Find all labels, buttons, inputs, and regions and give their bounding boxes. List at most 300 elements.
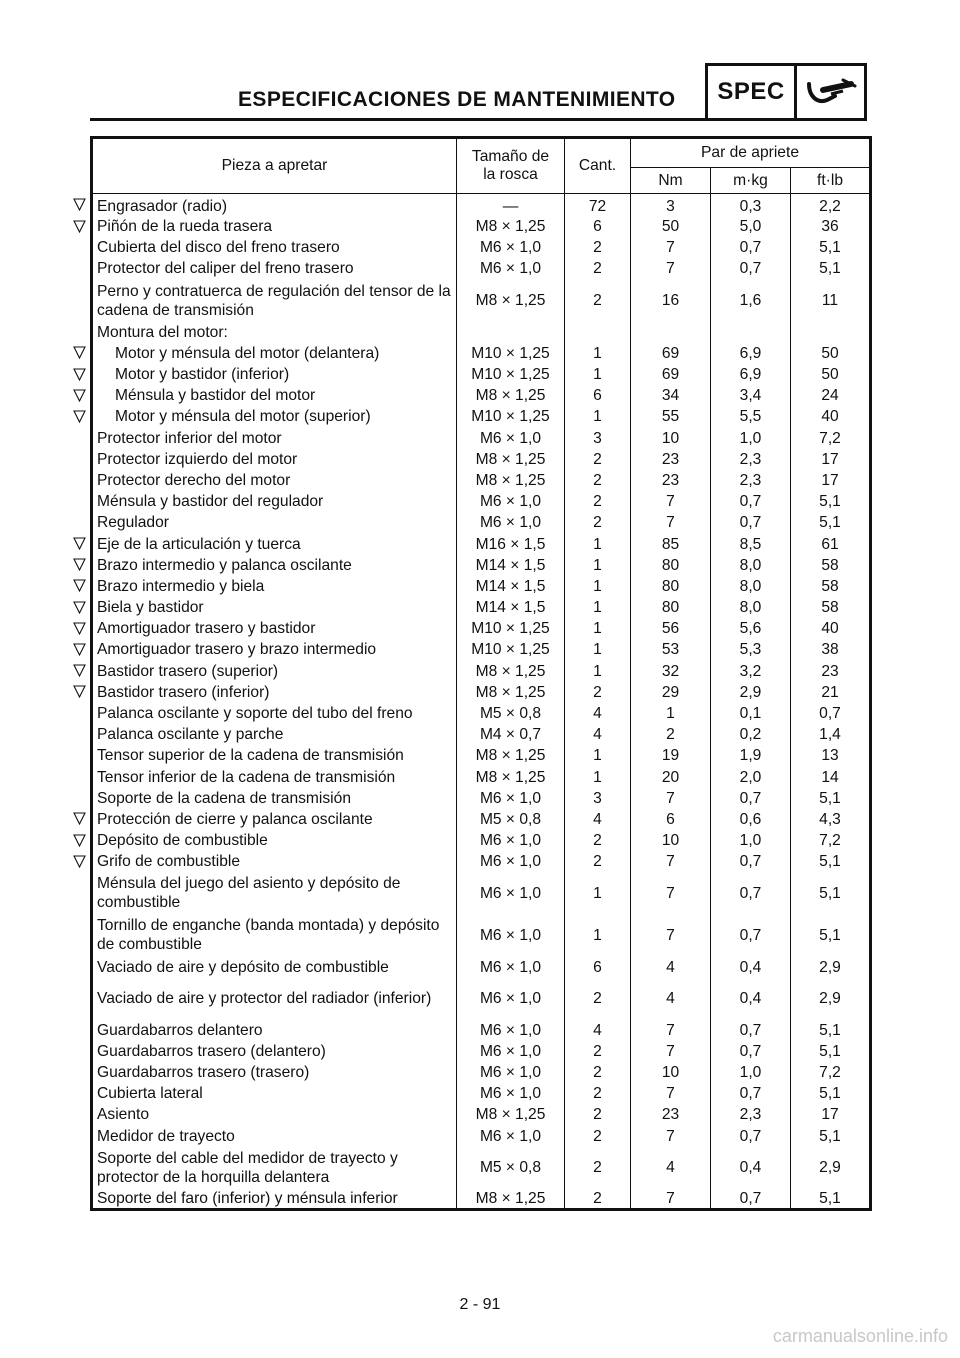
cell-nm: 4 bbox=[631, 978, 711, 1020]
cell-thread: M10 × 1,25 bbox=[457, 618, 565, 639]
cell-qty: 2 bbox=[565, 1126, 631, 1147]
cell-ftlb: 5,1 bbox=[791, 1041, 871, 1062]
cell-thread: M8 × 1,25 bbox=[457, 216, 565, 237]
cell-nm: 4 bbox=[631, 1147, 711, 1189]
table-row bbox=[92, 385, 871, 406]
cell-part: Cubierta del disco del freno trasero bbox=[92, 237, 457, 258]
triangle-marker-icon bbox=[73, 389, 86, 402]
table-row bbox=[92, 1189, 871, 1210]
cell-mkg: 6,9 bbox=[711, 364, 791, 385]
cell-mkg: 0,7 bbox=[711, 872, 791, 914]
cell-nm: 2 bbox=[631, 724, 711, 745]
cell-mkg: 0,7 bbox=[711, 258, 791, 279]
table-row bbox=[92, 597, 871, 618]
cell-qty: 2 bbox=[565, 682, 631, 703]
cell-nm: 10 bbox=[631, 1062, 711, 1083]
cell-qty: 1 bbox=[565, 406, 631, 427]
cell-nm: 7 bbox=[631, 258, 711, 279]
cell-qty: 3 bbox=[565, 428, 631, 449]
cell-thread: M6 × 1,0 bbox=[457, 491, 565, 512]
torque-spec-table bbox=[90, 136, 872, 1211]
cell-part: Tensor inferior de la cadena de transmisión bbox=[92, 767, 457, 788]
cell-nm: 85 bbox=[631, 533, 711, 554]
triangle-marker-icon bbox=[73, 198, 86, 211]
triangle-marker-icon bbox=[73, 643, 86, 656]
cell-nm: 29 bbox=[631, 682, 711, 703]
watermark: carmanualsonline.info bbox=[772, 1326, 948, 1346]
cell-mkg: 6,9 bbox=[711, 343, 791, 364]
cell-part: Guardabarros delantero bbox=[92, 1020, 457, 1041]
cell-part: Protector inferior del motor bbox=[92, 428, 457, 449]
cell-nm: 20 bbox=[631, 767, 711, 788]
cell-nm: 32 bbox=[631, 661, 711, 682]
cell-qty: 2 bbox=[565, 1083, 631, 1104]
cell-thread: — bbox=[457, 194, 565, 217]
cell-ftlb: 38 bbox=[791, 639, 871, 660]
cell-thread: M8 × 1,25 bbox=[457, 470, 565, 491]
cell-ftlb: 5,1 bbox=[791, 1189, 871, 1210]
cell-qty: 6 bbox=[565, 216, 631, 237]
cell-ftlb: 5,1 bbox=[791, 491, 871, 512]
cell-mkg: 0,4 bbox=[711, 1147, 791, 1189]
cell-part: Vaciado de aire y protector del radiador (inferior) bbox=[92, 978, 457, 1020]
cell-qty: 2 bbox=[565, 851, 631, 872]
cell-nm: 7 bbox=[631, 237, 711, 258]
cell-ftlb: 50 bbox=[791, 343, 871, 364]
cell-nm: 7 bbox=[631, 1189, 711, 1210]
cell-thread: M5 × 0,8 bbox=[457, 703, 565, 724]
cell-thread bbox=[457, 322, 565, 343]
cell-part: Motor y bastidor (inferior) bbox=[92, 364, 457, 385]
cell-ftlb bbox=[791, 322, 871, 343]
cell-qty: 2 bbox=[565, 978, 631, 1020]
cell-thread: M6 × 1,0 bbox=[457, 872, 565, 914]
cell-thread: M6 × 1,0 bbox=[457, 851, 565, 872]
cell-mkg: 0,7 bbox=[711, 788, 791, 809]
cell-ftlb: 7,2 bbox=[791, 830, 871, 851]
cell-part: Motor y ménsula del motor (superior) bbox=[92, 406, 457, 427]
cell-mkg: 1,0 bbox=[711, 428, 791, 449]
triangle-marker-icon bbox=[73, 220, 86, 233]
cell-nm: 4 bbox=[631, 956, 711, 977]
cell-part: Regulador bbox=[92, 512, 457, 533]
wrench-icon bbox=[797, 66, 864, 118]
table-row bbox=[92, 639, 871, 660]
cell-part: Montura del motor: bbox=[92, 322, 457, 343]
table-row bbox=[92, 703, 871, 724]
table-row bbox=[92, 618, 871, 639]
cell-part: Soporte de la cadena de transmisión bbox=[92, 788, 457, 809]
cell-ftlb: 5,1 bbox=[791, 237, 871, 258]
cell-thread: M6 × 1,0 bbox=[457, 512, 565, 533]
cell-ftlb: 7,2 bbox=[791, 1062, 871, 1083]
cell-thread: M8 × 1,25 bbox=[457, 661, 565, 682]
table-row bbox=[92, 830, 871, 851]
cell-nm: 1 bbox=[631, 703, 711, 724]
table-row bbox=[92, 428, 871, 449]
table-row bbox=[92, 512, 871, 533]
cell-qty: 1 bbox=[565, 533, 631, 554]
header-nm: Nm bbox=[631, 168, 711, 194]
cell-qty: 72 bbox=[565, 194, 631, 217]
cell-part: Biela y bastidor bbox=[92, 597, 457, 618]
spec-badge-label: SPEC bbox=[708, 66, 797, 118]
table-row bbox=[92, 406, 871, 427]
cell-mkg: 0,7 bbox=[711, 512, 791, 533]
cell-ftlb: 17 bbox=[791, 449, 871, 470]
cell-mkg: 5,5 bbox=[711, 406, 791, 427]
spec-badge bbox=[705, 63, 867, 121]
cell-part: Piñón de la rueda trasera bbox=[92, 216, 457, 237]
cell-mkg: 2,9 bbox=[711, 682, 791, 703]
cell-thread: M6 × 1,0 bbox=[457, 428, 565, 449]
table-row bbox=[92, 343, 871, 364]
table-row bbox=[92, 724, 871, 745]
cell-thread: M10 × 1,25 bbox=[457, 364, 565, 385]
cell-mkg bbox=[711, 322, 791, 343]
cell-ftlb: 13 bbox=[791, 745, 871, 766]
cell-part: Tensor superior de la cadena de transmisión bbox=[92, 745, 457, 766]
cell-part: Asiento bbox=[92, 1104, 457, 1125]
cell-part: Tornillo de enganche (banda montada) y depósito de combustible bbox=[92, 914, 457, 956]
cell-ftlb: 2,9 bbox=[791, 1147, 871, 1189]
cell-nm: 23 bbox=[631, 449, 711, 470]
cell-qty: 4 bbox=[565, 703, 631, 724]
header-torque: Par de apriete bbox=[631, 138, 871, 168]
triangle-marker-icon bbox=[73, 558, 86, 571]
cell-qty: 2 bbox=[565, 449, 631, 470]
cell-mkg: 3,2 bbox=[711, 661, 791, 682]
cell-thread: M8 × 1,25 bbox=[457, 1189, 565, 1210]
cell-nm: 23 bbox=[631, 1104, 711, 1125]
table-row bbox=[92, 745, 871, 766]
cell-part: Protector del caliper del freno trasero bbox=[92, 258, 457, 279]
cell-nm: 7 bbox=[631, 788, 711, 809]
header-mkg: m·kg bbox=[711, 168, 791, 194]
triangle-marker-icon bbox=[73, 622, 86, 635]
cell-thread: M6 × 1,0 bbox=[457, 1020, 565, 1041]
cell-qty: 1 bbox=[565, 639, 631, 660]
cell-ftlb: 40 bbox=[791, 618, 871, 639]
cell-part: Bastidor trasero (inferior) bbox=[92, 682, 457, 703]
cell-part: Cubierta lateral bbox=[92, 1083, 457, 1104]
cell-ftlb: 4,3 bbox=[791, 809, 871, 830]
table-row bbox=[92, 767, 871, 788]
table-row bbox=[92, 194, 871, 217]
cell-qty: 2 bbox=[565, 237, 631, 258]
cell-nm: 55 bbox=[631, 406, 711, 427]
cell-thread: M14 × 1,5 bbox=[457, 597, 565, 618]
cell-qty: 1 bbox=[565, 555, 631, 576]
cell-ftlb: 23 bbox=[791, 661, 871, 682]
cell-ftlb: 61 bbox=[791, 533, 871, 554]
cell-thread: M5 × 0,8 bbox=[457, 1147, 565, 1189]
cell-mkg: 1,0 bbox=[711, 830, 791, 851]
cell-ftlb: 58 bbox=[791, 576, 871, 597]
cell-ftlb: 7,2 bbox=[791, 428, 871, 449]
cell-thread: M8 × 1,25 bbox=[457, 767, 565, 788]
cell-mkg: 0,7 bbox=[711, 1020, 791, 1041]
cell-mkg: 0,3 bbox=[711, 194, 791, 217]
cell-mkg: 8,5 bbox=[711, 533, 791, 554]
cell-nm: 3 bbox=[631, 194, 711, 217]
triangle-marker-icon bbox=[73, 855, 86, 868]
cell-mkg: 5,6 bbox=[711, 618, 791, 639]
cell-nm: 50 bbox=[631, 216, 711, 237]
cell-part: Motor y ménsula del motor (delantera) bbox=[92, 343, 457, 364]
cell-ftlb: 2,2 bbox=[791, 194, 871, 217]
cell-qty: 1 bbox=[565, 914, 631, 956]
cell-thread: M6 × 1,0 bbox=[457, 1126, 565, 1147]
cell-part: Palanca oscilante y parche bbox=[92, 724, 457, 745]
cell-part: Perno y contratuerca de regulación del tensor de la cadena de transmisión bbox=[92, 280, 457, 322]
cell-thread: M5 × 0,8 bbox=[457, 809, 565, 830]
cell-thread: M10 × 1,25 bbox=[457, 639, 565, 660]
table-row bbox=[92, 1104, 871, 1125]
table-row bbox=[92, 978, 871, 1020]
cell-thread: M16 × 1,5 bbox=[457, 533, 565, 554]
table-row bbox=[92, 533, 871, 554]
cell-mkg: 0,7 bbox=[711, 914, 791, 956]
triangle-marker-icon bbox=[73, 537, 86, 550]
cell-mkg: 2,3 bbox=[711, 1104, 791, 1125]
cell-mkg: 0,4 bbox=[711, 978, 791, 1020]
cell-thread: M6 × 1,0 bbox=[457, 1041, 565, 1062]
cell-qty: 2 bbox=[565, 512, 631, 533]
cell-thread: M4 × 0,7 bbox=[457, 724, 565, 745]
cell-nm: 80 bbox=[631, 597, 711, 618]
cell-part: Amortiguador trasero y bastidor bbox=[92, 618, 457, 639]
cell-qty: 1 bbox=[565, 343, 631, 364]
cell-nm: 7 bbox=[631, 1083, 711, 1104]
cell-nm: 7 bbox=[631, 1020, 711, 1041]
cell-nm: 7 bbox=[631, 491, 711, 512]
cell-nm: 69 bbox=[631, 364, 711, 385]
table-row bbox=[92, 1041, 871, 1062]
cell-part: Protección de cierre y palanca oscilante bbox=[92, 809, 457, 830]
cell-part: Grifo de combustible bbox=[92, 851, 457, 872]
cell-qty: 1 bbox=[565, 745, 631, 766]
cell-part: Protector derecho del motor bbox=[92, 470, 457, 491]
cell-thread: M8 × 1,25 bbox=[457, 1104, 565, 1125]
cell-nm: 7 bbox=[631, 914, 711, 956]
table-row bbox=[92, 1020, 871, 1041]
cell-nm: 23 bbox=[631, 470, 711, 491]
cell-ftlb: 1,4 bbox=[791, 724, 871, 745]
cell-ftlb: 17 bbox=[791, 470, 871, 491]
cell-thread: M8 × 1,25 bbox=[457, 280, 565, 322]
cell-nm: 6 bbox=[631, 809, 711, 830]
cell-thread: M8 × 1,25 bbox=[457, 449, 565, 470]
cell-part: Depósito de combustible bbox=[92, 830, 457, 851]
table-row bbox=[92, 491, 871, 512]
table-row bbox=[92, 872, 871, 914]
cell-part: Soporte del faro (inferior) y ménsula inferior bbox=[92, 1189, 457, 1210]
cell-nm: 10 bbox=[631, 428, 711, 449]
table-row bbox=[92, 661, 871, 682]
cell-ftlb: 58 bbox=[791, 597, 871, 618]
cell-nm: 7 bbox=[631, 1126, 711, 1147]
cell-nm: 80 bbox=[631, 576, 711, 597]
cell-ftlb: 0,7 bbox=[791, 703, 871, 724]
triangle-marker-icon bbox=[73, 601, 86, 614]
cell-ftlb: 40 bbox=[791, 406, 871, 427]
cell-qty: 2 bbox=[565, 280, 631, 322]
cell-qty: 4 bbox=[565, 809, 631, 830]
table-row bbox=[92, 682, 871, 703]
header-ftlb: ft·lb bbox=[791, 168, 871, 194]
cell-ftlb: 36 bbox=[791, 216, 871, 237]
triangle-marker-icon bbox=[73, 685, 86, 698]
cell-ftlb: 11 bbox=[791, 280, 871, 322]
cell-part: Soporte del cable del medidor de trayecto y protector de la horquilla delantera bbox=[92, 1147, 457, 1189]
table-row bbox=[92, 809, 871, 830]
cell-ftlb: 5,1 bbox=[791, 1020, 871, 1041]
triangle-marker-icon bbox=[73, 834, 86, 847]
cell-thread: M6 × 1,0 bbox=[457, 1062, 565, 1083]
cell-thread: M14 × 1,5 bbox=[457, 576, 565, 597]
cell-mkg: 5,3 bbox=[711, 639, 791, 660]
cell-mkg: 8,0 bbox=[711, 597, 791, 618]
table-row bbox=[92, 956, 871, 977]
cell-nm: 16 bbox=[631, 280, 711, 322]
cell-part: Amortiguador trasero y brazo intermedio bbox=[92, 639, 457, 660]
cell-nm: 10 bbox=[631, 830, 711, 851]
cell-mkg: 0,7 bbox=[711, 1126, 791, 1147]
cell-part: Ménsula y bastidor del motor bbox=[92, 385, 457, 406]
cell-thread: M6 × 1,0 bbox=[457, 258, 565, 279]
table-row bbox=[92, 322, 871, 343]
cell-qty: 1 bbox=[565, 597, 631, 618]
cell-mkg: 8,0 bbox=[711, 555, 791, 576]
triangle-marker-icon bbox=[73, 346, 86, 359]
cell-nm: 7 bbox=[631, 1041, 711, 1062]
table-row bbox=[92, 1126, 871, 1147]
cell-ftlb: 24 bbox=[791, 385, 871, 406]
cell-mkg: 0,4 bbox=[711, 956, 791, 977]
cell-qty: 2 bbox=[565, 1062, 631, 1083]
cell-ftlb: 5,1 bbox=[791, 788, 871, 809]
triangle-marker-icon bbox=[73, 368, 86, 381]
cell-nm: 7 bbox=[631, 851, 711, 872]
cell-qty: 1 bbox=[565, 576, 631, 597]
cell-ftlb: 5,1 bbox=[791, 872, 871, 914]
cell-thread: M10 × 1,25 bbox=[457, 406, 565, 427]
table-row bbox=[92, 280, 871, 322]
table-row bbox=[92, 576, 871, 597]
cell-nm: 7 bbox=[631, 872, 711, 914]
cell-part: Ménsula del juego del asiento y depósito de combustible bbox=[92, 872, 457, 914]
cell-ftlb: 14 bbox=[791, 767, 871, 788]
cell-thread: M6 × 1,0 bbox=[457, 788, 565, 809]
cell-qty: 6 bbox=[565, 385, 631, 406]
cell-mkg: 2,3 bbox=[711, 449, 791, 470]
cell-ftlb: 5,1 bbox=[791, 851, 871, 872]
table-row bbox=[92, 555, 871, 576]
cell-part: Ménsula y bastidor del regulador bbox=[92, 491, 457, 512]
cell-qty bbox=[565, 322, 631, 343]
page-number: 2 - 91 bbox=[459, 1296, 501, 1313]
table-row bbox=[92, 788, 871, 809]
cell-ftlb: 58 bbox=[791, 555, 871, 576]
cell-thread: M6 × 1,0 bbox=[457, 1083, 565, 1104]
cell-qty: 3 bbox=[565, 788, 631, 809]
table-row bbox=[92, 364, 871, 385]
cell-ftlb: 5,1 bbox=[791, 914, 871, 956]
cell-nm: 80 bbox=[631, 555, 711, 576]
cell-thread: M8 × 1,25 bbox=[457, 385, 565, 406]
cell-mkg: 0,7 bbox=[711, 237, 791, 258]
cell-ftlb: 5,1 bbox=[791, 1083, 871, 1104]
cell-thread: M6 × 1,0 bbox=[457, 237, 565, 258]
header-qty: Cant. bbox=[565, 138, 631, 194]
table-body bbox=[92, 194, 871, 1210]
table-row bbox=[92, 914, 871, 956]
cell-mkg: 5,0 bbox=[711, 216, 791, 237]
cell-mkg: 0,7 bbox=[711, 1041, 791, 1062]
table-row bbox=[92, 449, 871, 470]
cell-qty: 2 bbox=[565, 1104, 631, 1125]
cell-ftlb: 2,9 bbox=[791, 956, 871, 977]
header-thread-label: Tamaño de la rosca bbox=[471, 148, 550, 183]
cell-qty: 2 bbox=[565, 1189, 631, 1210]
cell-mkg: 2,0 bbox=[711, 767, 791, 788]
cell-mkg: 0,7 bbox=[711, 851, 791, 872]
triangle-marker-icon bbox=[73, 664, 86, 677]
triangle-marker-icon bbox=[73, 410, 86, 423]
cell-ftlb: 2,9 bbox=[791, 978, 871, 1020]
cell-ftlb: 5,1 bbox=[791, 1126, 871, 1147]
cell-part: Medidor de trayecto bbox=[92, 1126, 457, 1147]
cell-ftlb: 50 bbox=[791, 364, 871, 385]
triangle-marker-icon bbox=[73, 812, 86, 825]
cell-qty: 4 bbox=[565, 724, 631, 745]
cell-ftlb: 17 bbox=[791, 1104, 871, 1125]
page-title: ESPECIFICACIONES DE MANTENIMIENTO bbox=[238, 88, 676, 111]
table-row bbox=[92, 470, 871, 491]
cell-mkg: 8,0 bbox=[711, 576, 791, 597]
cell-thread: M6 × 1,0 bbox=[457, 956, 565, 977]
cell-qty: 2 bbox=[565, 1041, 631, 1062]
title-underline bbox=[90, 118, 707, 121]
cell-thread: M8 × 1,25 bbox=[457, 745, 565, 766]
cell-part: Guardabarros trasero (trasero) bbox=[92, 1062, 457, 1083]
cell-ftlb: 21 bbox=[791, 682, 871, 703]
cell-thread: M6 × 1,0 bbox=[457, 914, 565, 956]
cell-nm: 34 bbox=[631, 385, 711, 406]
header-part: Pieza a apretar bbox=[92, 138, 457, 194]
cell-nm: 56 bbox=[631, 618, 711, 639]
cell-qty: 6 bbox=[565, 956, 631, 977]
cell-qty: 1 bbox=[565, 872, 631, 914]
cell-qty: 2 bbox=[565, 491, 631, 512]
cell-part: Vaciado de aire y depósito de combustible bbox=[92, 956, 457, 977]
cell-mkg: 0,2 bbox=[711, 724, 791, 745]
cell-thread: M6 × 1,0 bbox=[457, 830, 565, 851]
table-row bbox=[92, 216, 871, 237]
cell-nm: 69 bbox=[631, 343, 711, 364]
triangle-marker-icon bbox=[73, 579, 86, 592]
table-row bbox=[92, 1147, 871, 1189]
cell-mkg: 2,3 bbox=[711, 470, 791, 491]
table-row bbox=[92, 1083, 871, 1104]
cell-mkg: 1,9 bbox=[711, 745, 791, 766]
table-row bbox=[92, 1062, 871, 1083]
header-thread bbox=[457, 138, 565, 194]
cell-mkg: 1,6 bbox=[711, 280, 791, 322]
cell-qty: 1 bbox=[565, 618, 631, 639]
cell-thread: M10 × 1,25 bbox=[457, 343, 565, 364]
